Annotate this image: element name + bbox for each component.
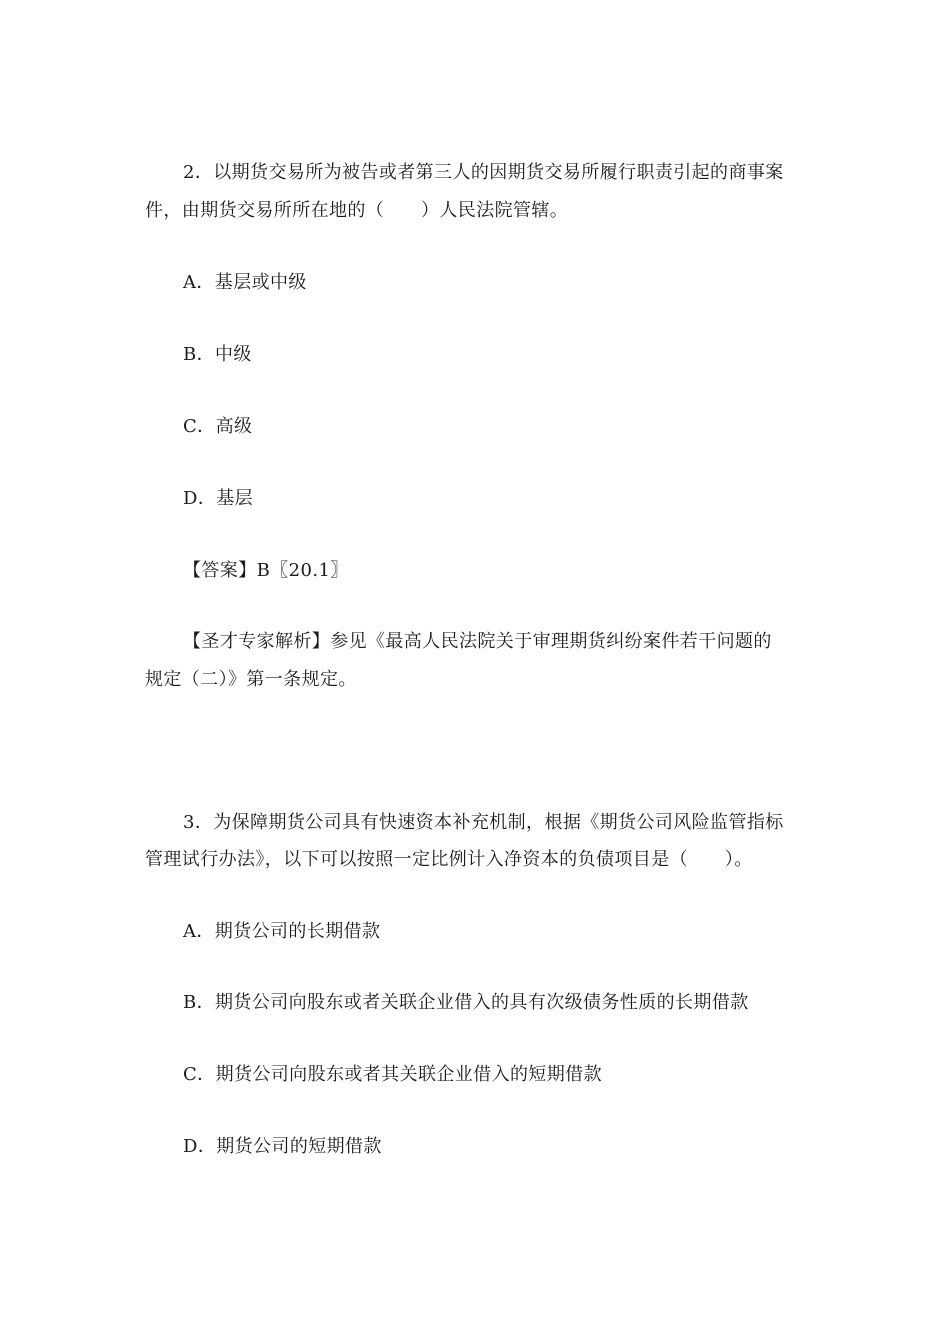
q2-option-d: D．基层 <box>183 488 254 509</box>
q2-analysis-line-2: 规定（二）》第一条规定。 <box>145 669 357 690</box>
q2-stem-line-2: 件，由期货交易所所在地的（ ）人民法院管辖。 <box>145 200 569 221</box>
q2-stem-line-1: 2．以期货交易所为被告或者第三人的因期货交易所履行职责引起的商事案 <box>183 162 784 183</box>
q3-option-d: D．期货公司的短期借款 <box>183 1136 382 1157</box>
q3-stem-line-2: 管理试行办法》，以下可以按照一定比例计入净资本的负债项目是（ ）。 <box>145 849 753 870</box>
q3-option-a: A．期货公司的长期借款 <box>183 921 381 942</box>
q3-option-c: C．期货公司向股东或者其关联企业借入的短期借款 <box>183 1064 602 1085</box>
q2-option-a: A．基层或中级 <box>183 272 307 293</box>
q3-stem-line-1: 3．为保障期货公司具有快速资本补充机制，根据《期货公司风险监管指标 <box>183 812 784 833</box>
q2-option-b: B．中级 <box>183 344 252 365</box>
q2-option-c: C．高级 <box>183 416 253 437</box>
q3-option-b: B．期货公司向股东或者关联企业借入的具有次级债务性质的长期借款 <box>183 992 749 1013</box>
q2-answer: 【答案】B〖20.1〗 <box>183 560 349 581</box>
q2-analysis-line-1: 【圣才专家解析】参见《最高人民法院关于审理期货纠纷案件若干问题的 <box>183 631 772 652</box>
